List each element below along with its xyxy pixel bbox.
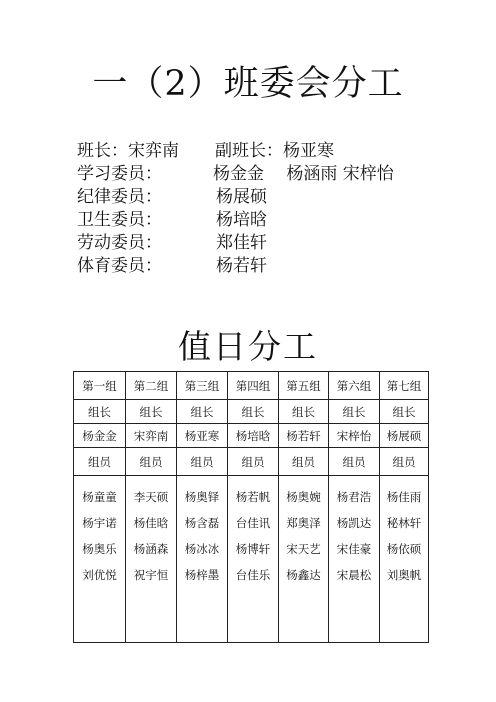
member-name: 杨依硕	[386, 542, 422, 556]
member-name: 杨鑫达	[286, 568, 321, 582]
member-name: 台佳乐	[235, 568, 271, 582]
duty-title: 值日分工	[178, 327, 318, 366]
role-label: 劳动委员：	[77, 233, 162, 253]
leader-name-cell: 宋弈南	[126, 424, 177, 448]
member-name: 杨奥婉	[286, 490, 321, 504]
member-name: 杨宇诺	[82, 516, 117, 530]
leader-label-cell: 组长	[380, 400, 429, 424]
role-line-monitor	[77, 140, 334, 163]
leader-label-cell: 组长	[74, 400, 126, 424]
leader-name-cell: 杨展硕	[380, 424, 429, 448]
member-list-group-1	[74, 476, 126, 643]
leader-label-cell: 组长	[279, 400, 329, 424]
role-names: 杨金金 杨涵雨 宋梓怡	[213, 164, 394, 184]
leader-name-cell: 杨金金	[74, 424, 126, 448]
member-name: 宋晨松	[336, 568, 372, 582]
role-names: 杨若轩	[216, 256, 267, 276]
member-list-group-3	[177, 476, 228, 643]
leader-name-cell: 杨若轩	[279, 424, 329, 448]
member-list-group-5	[279, 476, 329, 643]
member-name: 杨佳晗	[133, 516, 169, 530]
role-line-labor	[77, 232, 267, 255]
role-names: 杨培晗	[216, 210, 267, 230]
member-names-row	[74, 476, 429, 643]
role-line-study	[77, 163, 394, 186]
role-line-discipline	[77, 186, 267, 209]
member-name: 杨凯达	[336, 516, 372, 530]
member-name: 宋天艺	[286, 542, 321, 556]
member-list-group-2	[126, 476, 177, 643]
member-label-cell: 组员	[228, 448, 279, 476]
leader-name-cell: 宋梓怡	[329, 424, 380, 448]
member-label-cell: 组员	[74, 448, 126, 476]
member-name: 刘奥帆	[386, 568, 422, 582]
role-label: 学习委员：	[77, 164, 162, 184]
member-name: 刘优悦	[82, 568, 117, 582]
member-name: 杨奥铎	[184, 490, 220, 504]
committee-roles	[77, 140, 394, 278]
member-name: 杨君浩	[336, 490, 372, 504]
member-name: 杨童童	[82, 490, 117, 504]
member-label-cell: 组员	[279, 448, 329, 476]
member-list-group-7	[380, 476, 429, 643]
leader-name-cell: 杨亚寒	[177, 424, 228, 448]
duty-table	[73, 371, 429, 643]
role-label: 卫生委员：	[77, 210, 162, 230]
leader-label-cell: 组长	[228, 400, 279, 424]
group-name-cell: 第六组	[329, 372, 380, 400]
member-label-cell: 组员	[380, 448, 429, 476]
group-name-cell: 第四组	[228, 372, 279, 400]
member-name: 杨博轩	[235, 542, 271, 556]
member-name: 祝宇恒	[133, 568, 169, 582]
member-name: 秘林轩	[386, 516, 422, 530]
group-name-cell: 第三组	[177, 372, 228, 400]
group-name-cell: 第七组	[380, 372, 429, 400]
role-label: 纪律委员：	[77, 187, 162, 207]
role-names: 副班长：杨亚寒	[215, 141, 334, 161]
leader-label-row	[74, 400, 429, 424]
member-list-group-4	[228, 476, 279, 643]
member-name: 杨冰冰	[184, 542, 220, 556]
member-name: 杨奥乐	[82, 542, 117, 556]
member-label-cell: 组员	[329, 448, 380, 476]
member-label-cell: 组员	[177, 448, 228, 476]
group-name-cell: 第二组	[126, 372, 177, 400]
member-name: 李天硕	[133, 490, 169, 504]
leader-name-cell: 杨培晗	[228, 424, 279, 448]
member-label-cell: 组员	[126, 448, 177, 476]
leader-label-cell: 组长	[126, 400, 177, 424]
role-names: 郑佳轩	[216, 233, 267, 253]
member-name: 杨梓墨	[184, 568, 220, 582]
role-names: 杨展硕	[216, 187, 267, 207]
leader-label-cell: 组长	[177, 400, 228, 424]
member-name: 宋佳豪	[336, 542, 372, 556]
leader-name-row	[74, 424, 429, 448]
member-label-row	[74, 448, 429, 476]
leader-label-cell: 组长	[329, 400, 380, 424]
member-name: 郑奥泽	[286, 516, 321, 530]
group-header-row	[74, 372, 429, 400]
group-name-cell: 第五组	[279, 372, 329, 400]
member-name: 杨含磊	[184, 516, 220, 530]
role-label: 体育委员：	[77, 256, 162, 276]
page-title: 一（2）班委会分工	[92, 64, 404, 104]
role-label: 班长：宋弈南	[77, 141, 179, 161]
member-name: 杨佳雨	[386, 490, 422, 504]
member-list-group-6	[329, 476, 380, 643]
role-line-hygiene	[77, 209, 267, 232]
role-line-sports	[77, 255, 267, 278]
member-name: 杨若帆	[235, 490, 271, 504]
member-name: 台佳讯	[235, 516, 271, 530]
group-name-cell: 第一组	[74, 372, 126, 400]
member-name: 杨涵森	[133, 542, 169, 556]
